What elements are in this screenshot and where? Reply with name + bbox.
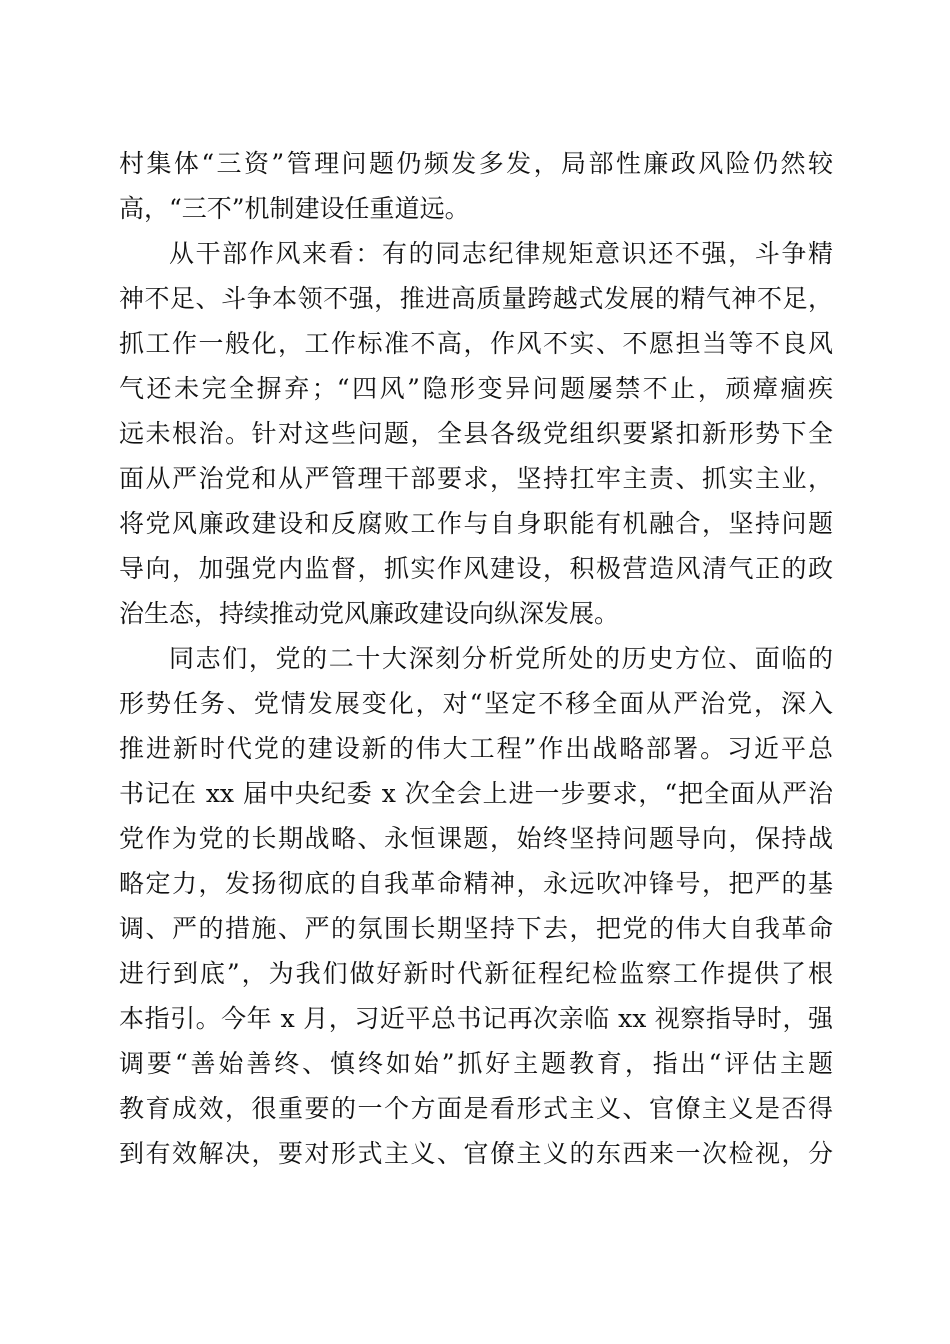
text-line: 略定力，发扬彻底的自我革命精神，永远吹冲锋号，把严的基 xyxy=(119,869,833,898)
text-line: 党作为党的长期战略、永恒课题，始终坚持问题导向，保持战 xyxy=(119,824,833,853)
text-line: 治生态，持续推动党风廉政建设向纵深发展。 xyxy=(119,599,620,628)
text-line: 高，“三不”机制建设任重道远。 xyxy=(119,194,470,223)
text-line: 调、严的措施、严的氛围长期坚持下去，把党的伟大自我革命 xyxy=(119,914,833,943)
paragraph-3 xyxy=(119,636,833,1176)
text-line: 将党风廉政建设和反腐败工作与自身职能有机融合，坚持问题 xyxy=(119,509,833,538)
text-line: 进行到底”，为我们做好新时代新征程纪检监察工作提供了根 xyxy=(119,959,833,988)
text-line: 同志们，党的二十大深刻分析党所处的历史方位、面临的 xyxy=(169,644,833,673)
body-text xyxy=(119,141,833,1176)
paragraph-1 xyxy=(119,141,833,231)
text-line: 远未根治。针对这些问题，全县各级党组织要紧扣新形势下全 xyxy=(119,419,833,448)
text-line: 气还未完全摒弃；“四风”隐形变异问题屡禁不止，顽瘴痼疾 xyxy=(119,374,833,403)
text-line: 本指引。今年 x 月，习近平总书记再次亲临 xx 视察指导时，强 xyxy=(119,1004,833,1033)
text-line: 书记在 xx 届中央纪委 x 次全会上进一步要求，“把全面从严治 xyxy=(119,779,833,808)
text-line: 神不足、斗争本领不强，推进高质量跨越式发展的精气神不足， xyxy=(119,284,833,313)
paragraph-2 xyxy=(119,231,833,636)
text-line: 调要“善始善终、慎终如始”抓好主题教育，指出“评估主题 xyxy=(119,1049,833,1078)
text-line: 推进新时代党的建设新的伟大工程”作出战略部署。习近平总 xyxy=(119,734,833,763)
text-line: 面从严治党和从严管理干部要求，坚持扛牢主责、抓实主业， xyxy=(119,464,833,493)
text-line: 形势任务、党情发展变化，对“坚定不移全面从严治党，深入 xyxy=(119,689,833,718)
text-line: 村集体“三资”管理问题仍频发多发，局部性廉政风险仍然较 xyxy=(119,149,833,178)
text-line: 抓工作一般化，工作标准不高，作风不实、不愿担当等不良风 xyxy=(119,329,833,358)
text-line: 到有效解决，要对形式主义、官僚主义的东西来一次检视，分 xyxy=(119,1139,833,1168)
text-line: 从干部作风来看：有的同志纪律规矩意识还不强，斗争精 xyxy=(169,239,833,268)
text-line: 教育成效，很重要的一个方面是看形式主义、官僚主义是否得 xyxy=(119,1094,833,1123)
text-line: 导向，加强党内监督，抓实作风建设，积极营造风清气正的政 xyxy=(119,554,833,583)
